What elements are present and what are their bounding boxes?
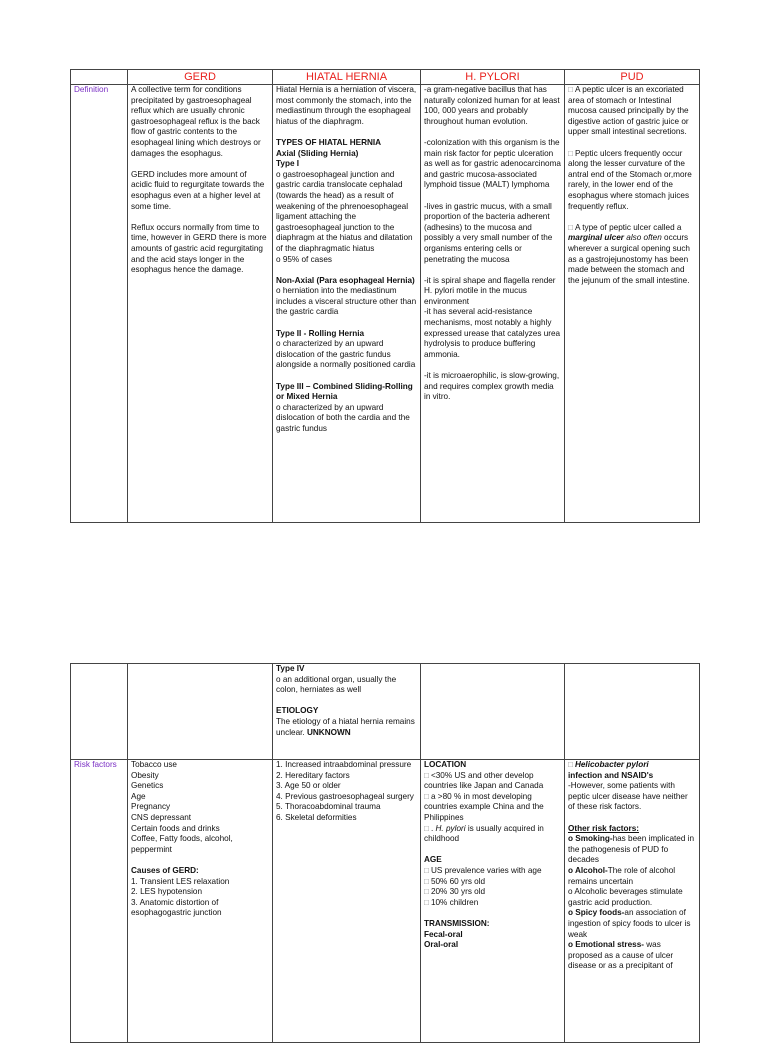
hp-def-p4: -it is spiral shape and flagella render H. pylori motile in the mucus environment	[424, 275, 556, 306]
hp-definition-cell	[421, 85, 565, 523]
hh-type2-title: Type II - Rolling Hernia	[276, 328, 365, 338]
header-pud: PUD	[565, 70, 700, 85]
pud-hp-title: □ Helicobacter pylori	[568, 760, 696, 771]
gerd-definition-cell	[128, 85, 273, 523]
cont-gerd-cell	[128, 664, 273, 760]
pud-alcohol-2: o Alcoholic beverages stimulate gastric acid production.	[568, 887, 683, 907]
comparison-table-definition	[70, 69, 700, 523]
hp-def-p5: -it has several acid-resistance mechanisms, most notably a highly expressed urease that catalyzes urea hydrolysis to produce buffering ammonia.	[424, 307, 561, 359]
pud-spicy-text: an association of ingestion of spicy foods to ulcer is weak	[568, 908, 691, 939]
gerd-risk-item: CNS depressant	[131, 812, 192, 822]
header-gerd: GERD	[128, 70, 273, 85]
hh-type3-title: Type III – Combined Sliding-Rolling or Mixed Hernia	[276, 381, 413, 402]
hp-age-item: □ 50% 60 yrs old	[424, 877, 561, 888]
pud-p3-also-often: also often	[623, 233, 662, 243]
cont-label-cell	[71, 664, 128, 760]
hh-continuation-cell	[273, 664, 421, 760]
hp-loc3-prefix: .	[430, 823, 436, 833]
gerd-risk-item: Obesity	[131, 770, 159, 780]
cont-pud-cell	[565, 664, 700, 760]
hp-def-p6: -it is microaerophilic, is slow-growing, and requires complex growth media in vitro.	[424, 371, 560, 402]
pud-alcohol-label: o Alcohol-	[568, 865, 608, 875]
gerd-risk-item: Tobacco use	[131, 760, 177, 769]
hh-etiology-sentence: The etiology of a hiatal hernia remains unclear.	[276, 716, 415, 737]
hh-risk-item: 1. Increased intraabdominal pressure	[276, 760, 412, 769]
pud-definition-cell	[565, 85, 700, 523]
pud-stress-text: was proposed as a cause of ulcer disease or as a precipitant of	[568, 940, 674, 971]
gerd-risk-item: Genetics	[131, 781, 164, 791]
hp-def-p3: -lives in gastric mucus, with a small proportion of the bacteria adherent (adhesins) to the mucosa and possibly a very small number of the organisms entering cells or penetrating the mucosa	[424, 201, 553, 264]
pud-spicy	[568, 908, 696, 940]
hp-location-item: □ a >80 % in most developing countries example China and the Philippines	[424, 792, 561, 824]
hh-etiology-unknown: UNKNOWN	[306, 727, 351, 737]
hp-age-title: AGE	[424, 855, 442, 865]
hp-def-p1: -a gram-negative bacillus that has naturally colonized human for at least 100, 000 years and probably throughout human evolution.	[424, 85, 560, 126]
gerd-risk-item: Certain foods and drinks	[131, 823, 220, 833]
hp-loc3-organism: H. pylori	[435, 823, 466, 833]
hh-type2-text: o characterized by an upward dislocation of the gastric fundus alongside a normally positioned cardia	[276, 339, 416, 370]
pud-hp-title-2: infection and NSAID's	[568, 770, 654, 780]
gerd-risk-cell	[128, 760, 273, 1043]
header-h-pylori: H. PYLORI	[421, 70, 565, 85]
gerd-def-p1: A collective term for conditions precipitated by gastroesophageal reflux which are usually chronic gastroesophageal reflux is the back flow of gastric contents to the esophageal lining which destroys or damages the esophagus.	[131, 85, 261, 158]
gerd-risk-item: Pregnancy	[131, 802, 171, 812]
hp-location-title: LOCATION	[424, 760, 467, 769]
pud-spicy-label: o Spicy foods-	[568, 908, 625, 918]
pud-def-p3	[568, 223, 696, 287]
hh-risk-item: 3. Age 50 or older	[276, 781, 341, 791]
pud-smoking-label: o Smoking-	[568, 834, 613, 844]
hp-transmission-title: TRANSMISSION:	[424, 918, 490, 928]
hh-risk-item: 5. Thoracoabdominal trauma	[276, 802, 381, 812]
hp-transmission-item: Oral-oral	[424, 940, 459, 950]
hh-definition-cell	[273, 85, 421, 523]
header-hiatal-hernia: HIATAL HERNIA	[273, 70, 421, 85]
risk-factors-row	[71, 760, 700, 1043]
pud-risk-cell	[565, 760, 700, 1043]
pud-p3-a: A type of peptic ulcer called a	[574, 222, 682, 232]
hp-age-item: □ 10% children	[424, 898, 561, 909]
hp-transmission-item: Fecal-oral	[424, 929, 463, 939]
hp-def-p2: -colonization with this organism is the main risk factor for peptic ulceration as well as for gastric adenocarcinoma and gastric mucosa-associated lymphoid tissue (MALT) lymphoma	[424, 137, 561, 190]
pud-def-p1: □ A peptic ulcer is an excoriated area of stomach or Intestinal mucosa caused principally by the digestive action of gastric juice or upper small intestinal secretions.	[568, 85, 696, 138]
gerd-def-p3: Reflux occurs normally from time to time, however in GERD there is more amounts of gastric acid regurgitating and the acid stays longer in the esophagus hence the damage.	[131, 222, 267, 275]
hp-location-item	[424, 824, 561, 845]
hh-type3-text: o characterized by an upward dislocation of both the cardia and the gastric fundus	[276, 402, 410, 433]
header-row	[71, 70, 700, 85]
row-label-definition: Definition	[71, 85, 128, 523]
hp-age-item: □ 20% 30 yrs old	[424, 887, 561, 898]
hp-loc3-suffix: is usually acquired in childhood	[424, 823, 544, 844]
gerd-causes-title: Causes of GERD:	[131, 865, 199, 875]
hh-axial-title: Axial (Sliding Hernia)	[276, 148, 359, 158]
hh-nonaxial-title: Non-Axial (Para esophageal Hernia)	[276, 275, 415, 285]
gerd-cause-item: 1. Transient LES relaxation	[131, 876, 230, 886]
gerd-risk-item: Coffee, Fatty foods, alcohol, peppermint	[131, 834, 233, 854]
hh-type1-pct: o 95% of cases	[276, 254, 332, 264]
gerd-risk-item: Age	[131, 791, 146, 801]
row-label-risk-factors: Risk factors	[71, 760, 128, 1043]
cont-hp-cell	[421, 664, 565, 760]
hp-location-item: □ <30% US and other develop countries like Japan and Canada	[424, 771, 561, 792]
hh-type1-title: Type I	[276, 159, 300, 169]
hh-type1-text: o gastroesophageal junction and gastric cardia translocate cephalad (towards the head) as a result of weakening of the phrenoesophageal ligament attaching the gastroesophageal junction to the diaphragm at the hiatus and dilatation of the diaphragmatic hiatus	[276, 169, 413, 253]
hh-risk-item: 6. Skeletal deformities	[276, 812, 357, 822]
pud-smoking-text: has been implicated in the pathogenesis of PUD fo decades	[568, 834, 695, 865]
pud-stress-label: o Emotional stress-	[568, 940, 644, 950]
pud-other-title: Other risk factors:	[568, 823, 639, 833]
gerd-cause-item: 2. LES hypotension	[131, 887, 203, 897]
hh-def-p1: Hiatal Hernia is a herniation of viscera, most commonly the stomach, into the mediastinum through the esophageal hiatus of the diaphragm.	[276, 85, 417, 126]
pud-stress	[568, 940, 696, 972]
pud-p3-marginal-ulcer: marginal ulcer	[568, 233, 624, 243]
gerd-def-p2: GERD includes more amount of acidic fluid to regurgitate towards the esophagus even at a higher level at some time.	[131, 169, 265, 211]
hh-etiology-text	[276, 717, 417, 738]
pud-def-p2: □ Peptic ulcers frequently occur along the lesser curvature of the antral end of the Stomach or,more rarely, in the lower end of the esophagus where stomach juices frequently reflux.	[568, 149, 696, 213]
hh-types-title: TYPES OF HIATAL HERNIA	[276, 137, 382, 147]
hp-risk-cell	[421, 760, 565, 1043]
gerd-cause-item: 3. Anatomic distortion of esophagogastric junction	[131, 897, 222, 918]
comparison-table-risk-factors	[70, 663, 700, 1043]
hh-type4-title: Type IV	[276, 664, 305, 673]
continuation-row	[71, 664, 700, 760]
hh-nonaxial-text: o herniation into the mediastinum includes a visceral structure other than the gastric cardia	[276, 286, 417, 317]
pud-hp-text: -However, some patients with peptic ulcer disease have neither of these risk factors.	[568, 781, 688, 812]
definition-row	[71, 85, 700, 523]
pud-p3-d: occurs wherever a surgical opening such as a gastrojejunostomy has been made between the stomach and the jejunum of the small intestine.	[568, 233, 690, 285]
hh-type4-text: o an additional organ, usually the colon, herniates as well	[276, 674, 397, 695]
hh-risk-item: 4. Previous gastroesophageal surgery	[276, 791, 414, 801]
hh-etiology-title: ETIOLOGY	[276, 706, 319, 716]
header-empty	[71, 70, 128, 85]
pud-smoking	[568, 834, 696, 866]
hh-risk-cell	[273, 760, 421, 1043]
pud-alcohol-text: The role of alcohol remains uncertain	[568, 865, 676, 886]
hh-risk-item: 2. Hereditary factors	[276, 770, 350, 780]
hp-age-item: □ US prevalence varies with age	[424, 866, 561, 877]
pud-alcohol	[568, 866, 696, 887]
